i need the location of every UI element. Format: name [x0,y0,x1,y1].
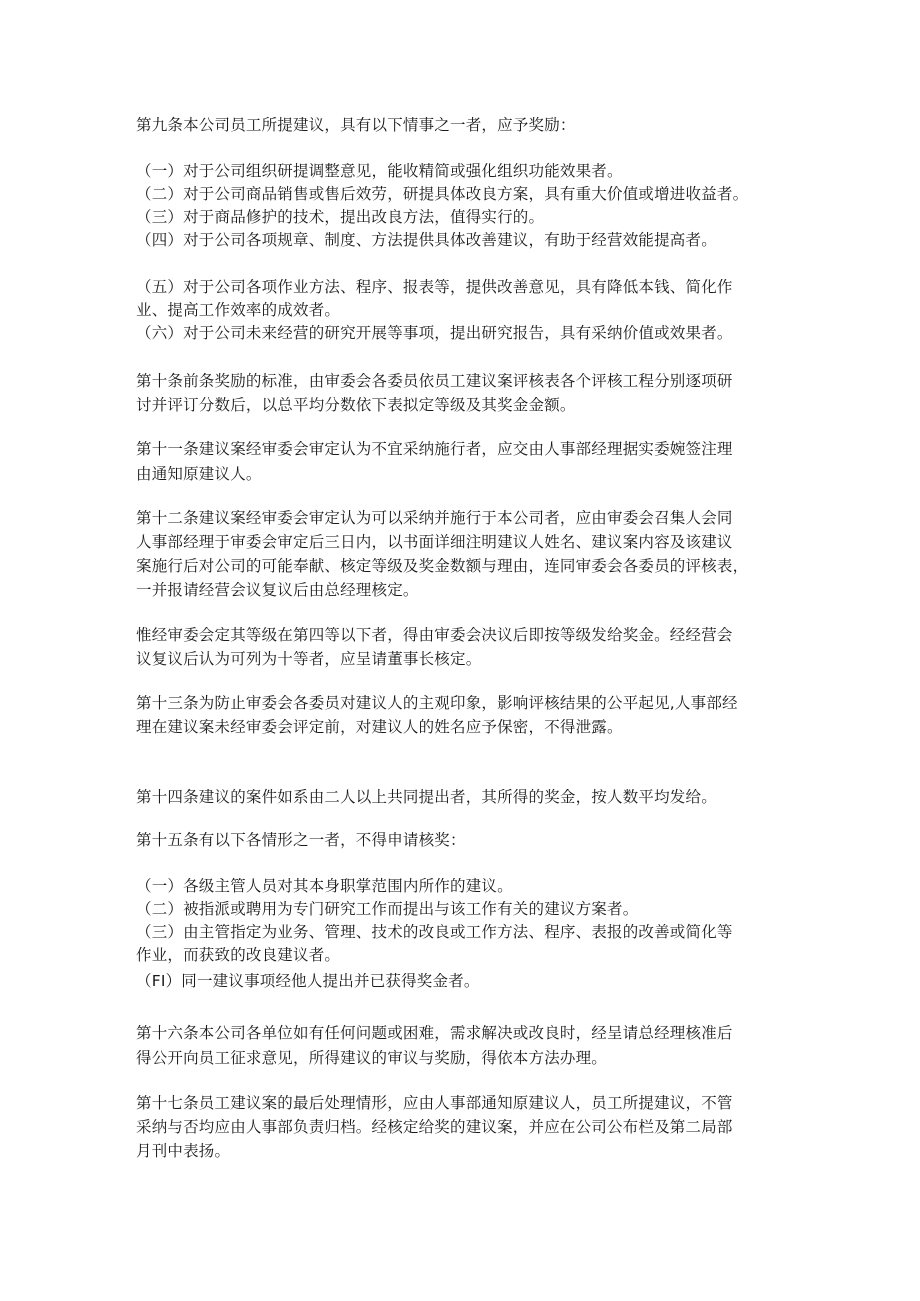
article-15-item-3-cont: 作业，而获致的改良建议者。 [136,946,341,964]
article-15-intro: 第十五条有以下各情形之一者，不得申请核奖： [136,831,466,849]
article-12-note-line-1: 惟经审委会定其等级在第四等以下者，得由审委会决议后即按等级发给奖金。经经营会 [136,626,733,644]
article-11-line-2: 由通知原建议人。 [136,465,262,483]
article-17-line-3: 月刊中表扬。 [136,1142,231,1160]
article-11-line-1: 第十一条建议案经审委会审定认为不宜采纳施行者，应交由人事部经理据实委婉签注理 [136,440,733,458]
article-15-item-3: （三）由主管指定为业务、管理、技术的改良或工作方法、程序、表报的改善或简化等 [136,923,733,941]
article-15-item-2: （二）被指派或聘用为专门研究工作而提出与该工作有关的建议方案者。 [136,900,639,918]
article-15-item-1: （一）各级主管人员对其本身职掌范围内所作的建议。 [136,877,513,895]
article-16-line-2: 得公开向员工征求意见，所得建议的审议与奖励，得依本方法办理。 [136,1049,608,1067]
article-13-line-2: 理在建议案未经审委会评定前，对建议人的姓名应予保密，不得泄露。 [136,718,623,736]
article-9-item-5-cont: 业、提高工作效率的成效者。 [136,301,341,319]
article-16-line-1: 第十六条本公司各单位如有任何问题或困难，需求解决或改良时，经呈请总经理核准后 [136,1024,733,1042]
article-9-intro: 第九条本公司员工所提建议，具有以下情事之一者，应予奖励： [136,116,576,134]
article-9-item-4: （四）对于公司各项规章、制度、方法提供具体改善建议，有助于经营效能提高者。 [136,231,717,249]
article-9-item-5: （五）对于公司各项作业方法、程序、报表等，提供改善意见，具有降低本钱、简化作 [136,278,733,296]
article-10-line-2: 讨并评订分数后，以总平均分数依下表拟定等级及其奖金金额。 [136,396,576,414]
article-17-line-2: 采纳与否均应由人事部负责归档。经核定给奖的建议案，并应在公司公布栏及第二局部 [136,1118,733,1136]
article-9-item-2: （二）对于公司商品销售或售后效劳，研提具体改良方案，具有重大价值或增进收益者。 [136,185,749,203]
article-12-line-3: 案施行后对公司的可能奉献、核定等级及奖金数额与理由，连同审委会各委员的评核表， [136,557,749,575]
article-12-line-2: 人事部经理于审委会审定后三日内，以书面详细注明建议人姓名、建议案内容及该建议 [136,533,733,551]
article-12-line-4: 一并报请经营会议复议后由总经理核定。 [136,581,419,599]
article-12-note-line-2: 议复议后认为可列为十等者，应呈请董事长核定。 [136,650,482,668]
article-14: 第十四条建议的案件如系由二人以上共同提出者，其所得的奖金，按人数平均发给。 [136,788,717,806]
article-9-item-3: （三）对于商品修护的技术，提出改良方法，值得实行的。 [136,208,545,226]
article-9-item-1: （一）对于公司组织研提调整意见，能收精简或强化组织功能效果者。 [136,162,623,180]
article-12-line-1: 第十二条建议案经审委会审定认为可以采纳并施行于本公司者，应由审委会召集人会同 [136,509,733,527]
article-13-line-1: 第十三条为防止审委会各委员对建议人的主观印象，影响评核结果的公平起见,人事部经 [136,694,738,712]
article-15-item-4: （FI）同一建议事项经他人提出并已获得奖金者。 [136,972,480,990]
article-10-line-1: 第十条前条奖励的标准，由审委会各委员依员工建议案评核表各个评核工程分别逐项研 [136,372,733,390]
article-9-item-6: （六）对于公司未来经营的研究开展等事项，提出研究报告，具有采纳价值或效果者。 [136,324,733,342]
article-17-line-1: 第十七条员工建议案的最后处理情形，应由人事部通知原建议人，员工所提建议，不管 [136,1094,733,1112]
